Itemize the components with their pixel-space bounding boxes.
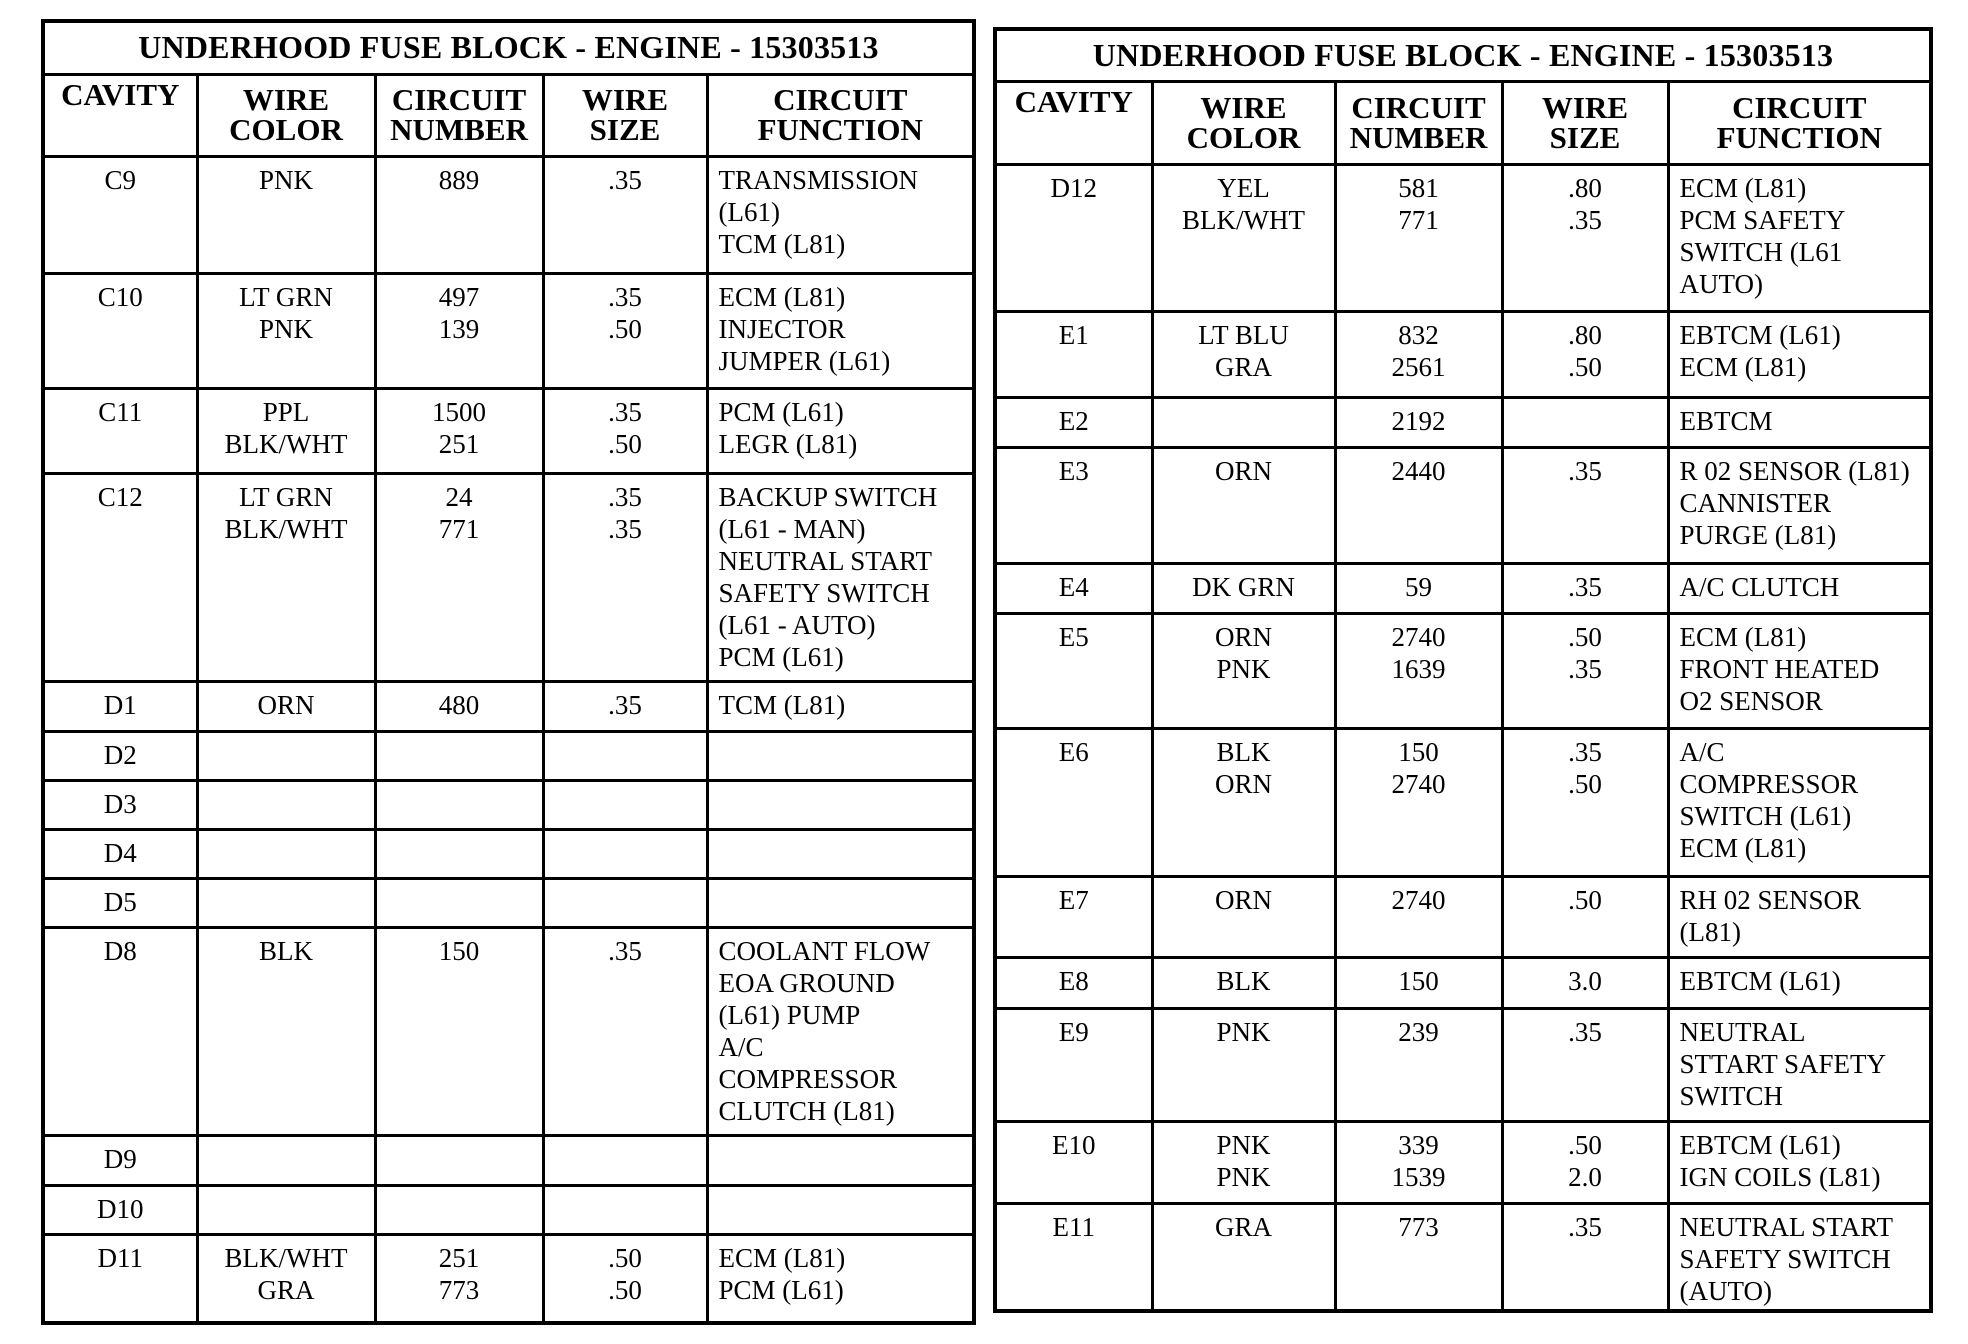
- wire-size-cell: [1502, 563, 1668, 613]
- circuit-function-cell-line: FRONT HEATED: [1679, 653, 1880, 684]
- wire-size-cell: [543, 781, 707, 830]
- circuit-function-cell-line: TCM (L81): [718, 689, 846, 720]
- wire-color-cell-line: LT GRN: [239, 481, 333, 512]
- cavity-cell: E2: [997, 397, 1152, 447]
- circuit-function-cell-line: PCM (L61): [718, 1275, 844, 1306]
- wire-size-cell-line: .35: [1568, 571, 1602, 602]
- circuit-function-cell-line: PCM SAFETY: [1679, 204, 1846, 235]
- wire-size-cell-line: .35: [608, 936, 642, 967]
- circuit-function-cell-line: EBTCM (L61): [1679, 1129, 1841, 1160]
- wire-size-cell-line: .35: [1568, 455, 1602, 486]
- cavity-cell: E9: [997, 1008, 1152, 1121]
- circuit-function-cell: [707, 156, 972, 273]
- circuit-number-cell-line: 251: [438, 1243, 480, 1274]
- circuit-number-cell-line: 1500: [432, 396, 486, 427]
- table-row: [997, 563, 1929, 613]
- circuit-number-cell: [375, 1136, 543, 1186]
- wire-size-cell-line: .35: [608, 281, 642, 312]
- circuit-function-cell: [1668, 876, 1929, 957]
- circuit-function-cell-line: A/C: [1679, 736, 1725, 767]
- circuit-number-cell: [1335, 613, 1502, 728]
- circuit-number-cell: [1335, 311, 1502, 397]
- cavity-cell: D3: [45, 781, 197, 830]
- circuit-function-cell-line: STTART SAFETY: [1679, 1048, 1886, 1079]
- wire-color-cell-line: BLK/WHT: [224, 1243, 348, 1274]
- wire-color-cell: [1152, 728, 1335, 876]
- circuit-number-cell: [375, 928, 543, 1136]
- circuit-function-cell-line: RH 02 SENSOR: [1679, 884, 1862, 915]
- table-row: [997, 876, 1929, 957]
- wire-size-cell-line: .35: [608, 481, 642, 512]
- circuit-number-cell: [375, 732, 543, 781]
- wire-color-cell-line: BLK/WHT: [224, 513, 348, 544]
- circuit-number-cell-line: 480: [438, 689, 480, 720]
- wire-size-cell: [1502, 613, 1668, 728]
- wire-size-cell: [543, 388, 707, 473]
- table-row: [45, 781, 972, 830]
- header-circuit-function: CIRCUIT FUNCTION: [1668, 81, 1929, 164]
- circuit-function-cell-line: EBTCM (L61): [1679, 319, 1841, 350]
- wire-size-cell: [543, 879, 707, 928]
- circuit-function-cell: [1668, 1008, 1929, 1121]
- fuse-table-left: [41, 19, 976, 1325]
- wire-color-cell: [1152, 876, 1335, 957]
- circuit-function-cell-line: COMPRESSOR: [1679, 768, 1859, 799]
- circuit-number-cell: [1335, 563, 1502, 613]
- wire-color-cell: [197, 1235, 375, 1321]
- circuit-function-cell-line: INJECTOR: [718, 313, 846, 344]
- table-row: [997, 957, 1929, 1008]
- wire-color-cell: [197, 1186, 375, 1235]
- table-row: [997, 311, 1929, 397]
- circuit-function-cell-line: A/C: [718, 1032, 764, 1063]
- wire-color-cell-line: PNK: [1216, 1129, 1271, 1160]
- table-row: [997, 1008, 1929, 1121]
- circuit-number-cell-line: 1539: [1391, 1161, 1446, 1192]
- wire-color-cell-line: PNK: [258, 164, 313, 195]
- wire-color-cell-line: PNK: [258, 313, 313, 344]
- circuit-function-cell: [707, 732, 972, 781]
- circuit-number-cell-line: 832: [1398, 319, 1439, 350]
- circuit-number-cell: [1335, 447, 1502, 563]
- circuit-number-cell-line: 2440: [1391, 455, 1446, 486]
- circuit-function-cell-line: ECM (L81): [718, 281, 846, 312]
- wire-color-cell-line: PNK: [1216, 1161, 1271, 1192]
- table-row: [45, 879, 972, 928]
- circuit-function-cell-line: CLUTCH (L81): [718, 1096, 895, 1127]
- cavity-cell: D10: [45, 1186, 197, 1235]
- wire-color-cell: [197, 1136, 375, 1186]
- table-row: [997, 397, 1929, 447]
- circuit-function-cell-line: NEUTRAL START: [718, 545, 932, 576]
- wire-color-cell: [1152, 613, 1335, 728]
- circuit-function-cell-line: JUMPER (L61): [718, 345, 891, 376]
- table-row: [997, 728, 1929, 876]
- wire-size-cell: [543, 1235, 707, 1321]
- header-wire-size: WIRE SIZE: [543, 74, 707, 156]
- wire-size-cell: [543, 928, 707, 1136]
- circuit-number-cell: [375, 681, 543, 731]
- wire-size-cell-line: .35: [1568, 1016, 1602, 1047]
- circuit-function-cell-line: EBTCM: [1679, 405, 1773, 436]
- table-row: [997, 613, 1929, 728]
- wire-size-cell-line: 2.0: [1568, 1161, 1602, 1192]
- circuit-function-cell-line: CANNISTER: [1679, 487, 1832, 518]
- wire-color-cell-line: PNK: [1216, 1016, 1271, 1047]
- circuit-function-cell-line: ECM (L81): [1679, 621, 1807, 652]
- table-row: [45, 732, 972, 781]
- circuit-number-cell: [1335, 164, 1502, 311]
- circuit-function-cell-line: NEUTRAL START: [1679, 1211, 1893, 1242]
- wire-color-cell-line: DK GRN: [1192, 571, 1295, 602]
- wire-size-cell-line: .50: [608, 313, 642, 344]
- wire-color-cell-line: ORN: [1214, 455, 1272, 486]
- circuit-number-cell-line: 24: [445, 481, 473, 512]
- circuit-function-cell: [707, 928, 972, 1136]
- circuit-number-cell: [1335, 1008, 1502, 1121]
- table-row: [45, 473, 972, 681]
- cavity-cell: E5: [997, 613, 1152, 728]
- circuit-number-cell-line: 889: [438, 164, 480, 195]
- circuit-function-cell-line: (L61): [718, 196, 780, 227]
- wire-color-cell: [197, 830, 375, 879]
- wire-color-cell: [1152, 1008, 1335, 1121]
- fuse-table-right: [993, 27, 1933, 1313]
- wire-size-cell-line: .35: [1568, 1211, 1602, 1242]
- header-cavity: CAVITY: [45, 74, 197, 156]
- circuit-function-cell: [707, 473, 972, 681]
- wire-color-cell: [197, 879, 375, 928]
- wire-color-cell-line: BLK/WHT: [1182, 204, 1305, 235]
- wire-color-cell: [1152, 1121, 1335, 1203]
- circuit-function-cell: [707, 1186, 972, 1235]
- wire-size-cell: [1502, 311, 1668, 397]
- circuit-function-cell-line: A/C CLUTCH: [1679, 571, 1840, 602]
- wire-size-cell: [1502, 876, 1668, 957]
- circuit-number-cell-line: 150: [1398, 965, 1439, 996]
- circuit-function-cell: [707, 1136, 972, 1186]
- circuit-function-cell-line: PCM (L61): [718, 641, 844, 672]
- wire-color-cell-line: GRA: [257, 1275, 315, 1306]
- circuit-function-cell-line: IGN COILS (L81): [1679, 1161, 1881, 1192]
- header-circuit-function: CIRCUIT FUNCTION: [707, 74, 972, 156]
- cavity-cell: E10: [997, 1121, 1152, 1203]
- table-title: UNDERHOOD FUSE BLOCK - ENGINE - 15303513: [45, 23, 972, 74]
- cavity-cell: E8: [997, 957, 1152, 1008]
- circuit-number-cell: [375, 830, 543, 879]
- cavity-cell: D4: [45, 830, 197, 879]
- header-circuit-number: CIRCUIT NUMBER: [1335, 81, 1502, 164]
- circuit-function-cell-line: ECM (L81): [1679, 351, 1807, 382]
- wire-color-cell-line: ORN: [1214, 768, 1272, 799]
- wire-size-cell: [1502, 1121, 1668, 1203]
- wire-color-cell-line: LT GRN: [239, 281, 333, 312]
- wire-size-cell-line: .50: [608, 1243, 642, 1274]
- wire-size-cell-line: .35: [608, 689, 642, 720]
- wire-color-cell: [1152, 164, 1335, 311]
- cavity-cell: D8: [45, 928, 197, 1136]
- header-wire-color: WIRE COLOR: [197, 74, 375, 156]
- cavity-cell: E6: [997, 728, 1152, 876]
- header-cavity: CAVITY: [997, 81, 1152, 164]
- circuit-number-cell-line: 773: [1398, 1211, 1439, 1242]
- cavity-cell: E3: [997, 447, 1152, 563]
- header-wire-size: WIRE SIZE: [1502, 81, 1668, 164]
- wire-color-cell-line: ORN: [1214, 884, 1272, 915]
- circuit-function-cell-line: SAFETY SWITCH: [1679, 1243, 1891, 1274]
- circuit-number-cell: [375, 879, 543, 928]
- wire-color-cell-line: BLK: [1216, 965, 1271, 996]
- wire-color-cell: [1152, 397, 1335, 447]
- cavity-cell: D2: [45, 732, 197, 781]
- wire-size-cell: [543, 1186, 707, 1235]
- circuit-function-cell: [707, 1235, 972, 1321]
- header-circuit-number: CIRCUIT NUMBER: [375, 74, 543, 156]
- wire-color-cell-line: ORN: [257, 689, 315, 720]
- wire-color-cell-line: ORN: [1214, 621, 1272, 652]
- wire-color-cell-line: LT BLU: [1198, 319, 1289, 350]
- circuit-function-cell-line: PCM (L61): [718, 396, 844, 427]
- circuit-function-cell-line: AUTO): [1679, 268, 1763, 299]
- circuit-function-cell: [1668, 447, 1929, 563]
- circuit-number-cell-line: 139: [438, 313, 480, 344]
- circuit-number-cell: [375, 388, 543, 473]
- circuit-function-cell: [707, 388, 972, 473]
- circuit-function-cell-line: (L61) PUMP: [718, 1000, 861, 1031]
- wire-color-cell: [197, 388, 375, 473]
- table-row: [45, 1136, 972, 1186]
- circuit-function-cell-line: TCM (L81): [718, 228, 846, 259]
- table-row: [45, 681, 972, 731]
- circuit-number-cell-line: 1639: [1391, 653, 1446, 684]
- wire-color-cell-line: PNK: [1216, 653, 1271, 684]
- wire-color-cell-line: PPL: [262, 396, 310, 427]
- wire-size-cell-line: .35: [608, 164, 642, 195]
- table-row: [45, 388, 972, 473]
- wire-size-cell: [1502, 1203, 1668, 1310]
- circuit-number-cell: [1335, 876, 1502, 957]
- circuit-number-cell-line: 239: [1398, 1016, 1439, 1047]
- circuit-number-cell: [375, 473, 543, 681]
- table-row: [997, 1121, 1929, 1203]
- table-row: [45, 1186, 972, 1235]
- circuit-number-cell: [1335, 397, 1502, 447]
- circuit-function-cell-line: COOLANT FLOW: [718, 936, 931, 967]
- wire-color-cell-line: BLK/WHT: [224, 428, 348, 459]
- wire-size-cell-line: 3.0: [1568, 965, 1602, 996]
- wire-color-cell-line: BLK: [1216, 736, 1271, 767]
- wire-size-cell-line: .50: [1568, 621, 1602, 652]
- circuit-number-cell-line: 150: [1398, 736, 1439, 767]
- circuit-number-cell-line: 339: [1398, 1129, 1439, 1160]
- wire-color-cell: [197, 156, 375, 273]
- circuit-number-cell: [375, 781, 543, 830]
- circuit-number-cell-line: 2740: [1391, 621, 1446, 652]
- wire-size-cell-line: .50: [1568, 1129, 1602, 1160]
- circuit-function-cell: [1668, 613, 1929, 728]
- circuit-number-cell: [1335, 957, 1502, 1008]
- circuit-function-cell: [1668, 728, 1929, 876]
- cavity-cell: E7: [997, 876, 1152, 957]
- wire-size-cell-line: .35: [608, 396, 642, 427]
- wire-color-cell-line: GRA: [1214, 1211, 1272, 1242]
- cavity-cell: E11: [997, 1203, 1152, 1310]
- circuit-function-cell: [1668, 164, 1929, 311]
- wire-size-cell: [1502, 728, 1668, 876]
- wire-size-cell-line: .35: [608, 513, 642, 544]
- wire-size-cell: [1502, 1008, 1668, 1121]
- wire-size-cell-line: .35: [1568, 653, 1602, 684]
- wire-color-cell: [1152, 957, 1335, 1008]
- circuit-number-cell-line: 2561: [1391, 351, 1446, 382]
- circuit-function-cell-line: (L81): [1679, 916, 1741, 947]
- circuit-function-cell-line: O2 SENSOR: [1679, 685, 1823, 716]
- circuit-number-cell-line: 2740: [1391, 768, 1446, 799]
- wire-size-cell-line: .80: [1568, 319, 1602, 350]
- wire-size-cell-line: .80: [1568, 172, 1602, 203]
- wire-color-cell: [197, 681, 375, 731]
- wire-size-cell: [543, 681, 707, 731]
- circuit-number-cell: [1335, 1203, 1502, 1310]
- circuit-function-cell-line: EOA GROUND: [718, 968, 895, 999]
- circuit-function-cell-line: COMPRESSOR: [718, 1064, 898, 1095]
- circuit-function-cell-line: (AUTO): [1679, 1275, 1772, 1306]
- wire-color-cell: [1152, 447, 1335, 563]
- circuit-function-cell: [707, 830, 972, 879]
- circuit-function-cell-line: BACKUP SWITCH: [718, 481, 938, 512]
- cavity-cell: C12: [45, 473, 197, 681]
- cavity-cell: D9: [45, 1136, 197, 1186]
- wire-size-cell: [543, 273, 707, 388]
- circuit-number-cell: [375, 1235, 543, 1321]
- circuit-number-cell: [375, 156, 543, 273]
- circuit-number-cell: [1335, 728, 1502, 876]
- circuit-function-cell: [707, 879, 972, 928]
- wire-color-cell: [1152, 1203, 1335, 1310]
- table-title: UNDERHOOD FUSE BLOCK - ENGINE - 15303513: [997, 31, 1929, 81]
- cavity-cell: D11: [45, 1235, 197, 1321]
- circuit-number-cell-line: 771: [438, 513, 480, 544]
- wire-color-cell: [197, 781, 375, 830]
- wire-color-cell: [197, 273, 375, 388]
- circuit-number-cell: [375, 1186, 543, 1235]
- table-row: [997, 164, 1929, 311]
- circuit-function-cell: [1668, 397, 1929, 447]
- circuit-number-cell-line: 150: [438, 936, 480, 967]
- circuit-function-cell: [1668, 563, 1929, 613]
- wire-color-cell: [1152, 563, 1335, 613]
- cavity-cell: C10: [45, 273, 197, 388]
- wire-size-cell-line: .50: [608, 428, 642, 459]
- circuit-number-cell-line: 771: [1398, 204, 1439, 235]
- circuit-number-cell-line: 2192: [1391, 405, 1446, 436]
- table-row: [997, 1203, 1929, 1310]
- circuit-function-cell-line: ECM (L81): [1679, 172, 1807, 203]
- circuit-function-cell-line: ECM (L81): [1679, 832, 1807, 863]
- circuit-function-cell-line: (L61 - AUTO): [718, 609, 876, 640]
- cavity-cell: C11: [45, 388, 197, 473]
- circuit-function-cell: [1668, 1121, 1929, 1203]
- circuit-function-cell: [707, 681, 972, 731]
- circuit-function-cell-line: SWITCH (L61): [1679, 800, 1852, 831]
- header-wire-color: WIRE COLOR: [1152, 81, 1335, 164]
- wire-color-cell: [1152, 311, 1335, 397]
- wire-size-cell-line: .50: [1568, 768, 1602, 799]
- wire-size-cell: [543, 156, 707, 273]
- circuit-function-cell-line: LEGR (L81): [718, 428, 858, 459]
- circuit-function-cell: [1668, 1203, 1929, 1310]
- wire-size-cell: [1502, 164, 1668, 311]
- wire-color-cell-line: GRA: [1214, 351, 1272, 382]
- table-row: [997, 447, 1929, 563]
- circuit-number-cell-line: 497: [438, 281, 480, 312]
- circuit-number-cell-line: 581: [1398, 172, 1439, 203]
- circuit-function-cell-line: SWITCH (L61: [1679, 236, 1843, 267]
- circuit-function-cell: [707, 781, 972, 830]
- wire-size-cell: [543, 1136, 707, 1186]
- cavity-cell: D1: [45, 681, 197, 731]
- wire-color-cell: [197, 473, 375, 681]
- circuit-number-cell: [375, 273, 543, 388]
- cavity-cell: D5: [45, 879, 197, 928]
- wire-color-cell: [197, 732, 375, 781]
- table-row: [45, 156, 972, 273]
- circuit-number-cell-line: 2740: [1391, 884, 1446, 915]
- wire-color-cell-line: YEL: [1217, 172, 1270, 203]
- table-row: [45, 1235, 972, 1321]
- circuit-function-cell-line: EBTCM (L61): [1679, 965, 1841, 996]
- circuit-function-cell-line: (L61 - MAN): [718, 513, 866, 544]
- wire-size-cell: [1502, 447, 1668, 563]
- wire-size-cell-line: .50: [1568, 884, 1602, 915]
- wire-size-cell-line: .35: [1568, 204, 1602, 235]
- circuit-function-cell: [707, 273, 972, 388]
- circuit-function-cell-line: PURGE (L81): [1679, 519, 1837, 550]
- cavity-cell: E4: [997, 563, 1152, 613]
- wire-size-cell: [1502, 957, 1668, 1008]
- circuit-number-cell-line: 773: [438, 1275, 480, 1306]
- table-row: [45, 928, 972, 1136]
- circuit-function-cell-line: SWITCH: [1679, 1080, 1783, 1111]
- circuit-function-cell: [1668, 957, 1929, 1008]
- circuit-function-cell-line: ECM (L81): [718, 1243, 846, 1274]
- circuit-number-cell-line: 59: [1405, 571, 1432, 602]
- circuit-function-cell-line: NEUTRAL: [1679, 1016, 1806, 1047]
- wire-size-cell-line: .50: [608, 1275, 642, 1306]
- wire-size-cell: [543, 473, 707, 681]
- cavity-cell: D12: [997, 164, 1152, 311]
- cavity-cell: E1: [997, 311, 1152, 397]
- cavity-cell: C9: [45, 156, 197, 273]
- wire-size-cell: [543, 732, 707, 781]
- circuit-function-cell-line: SAFETY SWITCH: [718, 577, 930, 608]
- wire-size-cell: [543, 830, 707, 879]
- circuit-function-cell: [1668, 311, 1929, 397]
- circuit-function-cell-line: TRANSMISSION: [718, 164, 919, 195]
- circuit-number-cell: [1335, 1121, 1502, 1203]
- wire-size-cell-line: .35: [1568, 736, 1602, 767]
- wire-color-cell-line: BLK: [259, 936, 313, 967]
- wire-color-cell: [197, 928, 375, 1136]
- wire-size-cell-line: .50: [1568, 351, 1602, 382]
- circuit-function-cell-line: R 02 SENSOR (L81): [1679, 455, 1910, 486]
- wire-size-cell: [1502, 397, 1668, 447]
- table-row: [45, 273, 972, 388]
- table-row: [45, 830, 972, 879]
- circuit-number-cell-line: 251: [438, 428, 480, 459]
